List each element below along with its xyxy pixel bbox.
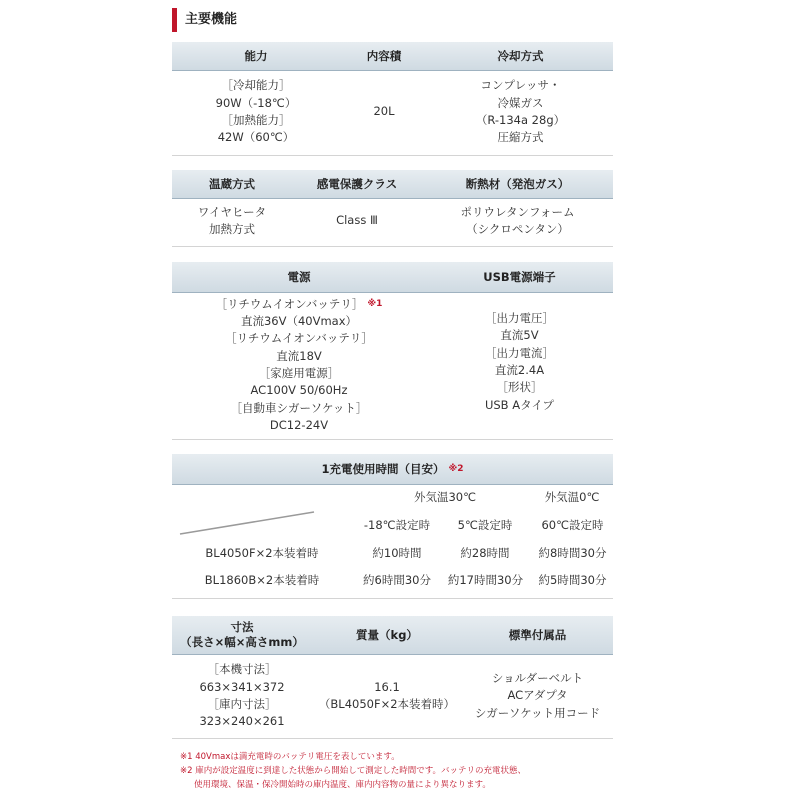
header-capacity: 能力: [244, 48, 268, 63]
row1-value: 約10時間: [372, 546, 422, 560]
ambient-30-label: 外気温30℃: [413, 490, 477, 504]
table1-header: [172, 42, 613, 71]
insulation-line: （シクロペンタン）: [466, 222, 569, 236]
table3-bottom-border: [172, 439, 613, 440]
accessories-cell: [462, 660, 613, 732]
cooling-line: 冷媒ガス: [497, 95, 544, 110]
diagonal-divider: [178, 510, 318, 536]
footnote-1: ※1 40Vmaxは満充電時のバッテリ電圧を表しています。: [180, 752, 400, 762]
header-insulation: 断熱材（発泡ガス）: [465, 176, 570, 191]
runtime-header-label: 1充電使用時間（目安）: [321, 461, 445, 476]
power-cell: [172, 296, 426, 434]
power-line: ［リチウムイオンバッテリ］: [225, 331, 373, 346]
usb-line: ［形状］: [496, 380, 543, 395]
power-first-line: ［リチウムイオンバッテリ］: [215, 296, 364, 311]
power-line: DC12-24V: [269, 417, 329, 432]
power-line: ［家庭用電源］: [258, 366, 340, 380]
footnote-marker-2: ※2: [448, 463, 464, 474]
row1-value: 約28時間: [460, 546, 510, 560]
cooling-line: 圧縮方式: [497, 130, 544, 145]
row2-value: 約6時間30分: [363, 573, 431, 587]
usb-line: ［出力電流］: [485, 345, 554, 360]
table5-header: [172, 616, 613, 655]
capacity-cell: [172, 74, 340, 150]
row1-label: BL4050F×2本装着時: [205, 546, 319, 560]
header-volume: 内容積: [366, 48, 402, 63]
footnote-2: ※2 庫内が設定温度に到達した状態から開始して測定した時間です。バッテリの充電状態、: [180, 766, 527, 776]
table3-header: [172, 262, 613, 293]
mass-line: （BL4050F×2本装着時）: [318, 697, 456, 711]
setting-5: 5℃設定時: [457, 518, 513, 532]
power-line: 直流18V: [276, 348, 322, 363]
header-heating-method: 温蔵方式: [209, 176, 255, 191]
header-usb-port: USB電源端子: [483, 269, 556, 284]
volume-cell: [340, 74, 428, 150]
dimensions-header-line2: （長さ×幅×高さmm）: [180, 635, 304, 649]
heating-line: 加熱方式: [209, 222, 255, 236]
volume-value: 20L: [373, 104, 395, 119]
page-title: 主要機能: [172, 8, 237, 32]
protection-value: Class Ⅲ: [336, 213, 378, 228]
footnote-2-cont: 使用環境、保温・保冷開始時の庫内温度、庫内内容物の量により異なります。: [194, 780, 491, 790]
capacity-line: 90W（-18℃）: [215, 95, 297, 110]
heating-line: ワイヤヒータ: [197, 204, 267, 219]
dimensions-cell: [172, 660, 312, 732]
cooling-cell: [428, 74, 613, 150]
mass-line: 16.1: [374, 679, 400, 694]
heating-cell: [172, 202, 292, 240]
table1-bottom-border: [172, 155, 613, 156]
power-line: AC100V 50/60Hz: [250, 383, 348, 398]
capacity-line: 42W（60℃）: [217, 130, 295, 145]
power-line: [216, 296, 383, 313]
row2-value: 約17時間30分: [447, 573, 524, 587]
setting-minus18: -18℃設定時: [363, 518, 431, 532]
cooling-line: （R-134a 28g）: [475, 113, 566, 127]
dimensions-line: 663×341×372: [199, 679, 285, 694]
usb-line: 直流5V: [500, 328, 539, 343]
setting-60: 60℃設定時: [541, 518, 604, 532]
header-accessories: 標準付属品: [508, 627, 567, 642]
header-mass: 質量（kg）: [356, 627, 418, 642]
cooling-line: コンプレッサ・: [480, 78, 561, 93]
insulation-cell: [422, 202, 613, 240]
dimensions-line: ［庫内寸法］: [207, 697, 277, 711]
row2-value: 約5時間30分: [538, 573, 607, 587]
capacity-line: ［冷却能力］: [221, 78, 291, 93]
accessory-line: ショルダーベルト: [491, 671, 584, 686]
table2-bottom-border: [172, 246, 613, 247]
header-protection-class: 感電保護クラス: [316, 176, 398, 191]
row1-value: 約8時間30分: [538, 546, 607, 560]
capacity-line: ［加熱能力］: [221, 113, 291, 127]
insulation-line: ポリウレタンフォーム: [460, 204, 575, 219]
header-runtime: [172, 454, 613, 484]
table4-bottom-border: [172, 598, 613, 599]
row2-label: BL1860B×2本装着時: [204, 573, 320, 587]
power-line: 直流36V（40Vmax）: [240, 314, 358, 329]
ambient-0-label: 外気温0℃: [544, 490, 600, 504]
accessory-line: シガーソケット用コード: [474, 705, 601, 720]
mass-cell: [312, 660, 462, 732]
power-line: ［自動車シガーソケット］: [230, 400, 368, 415]
header-power-source: 電源: [287, 269, 311, 284]
usb-line: ［出力電圧］: [485, 311, 554, 326]
accessory-line: ACアダプタ: [507, 688, 568, 703]
usb-line: 直流2.4A: [494, 363, 545, 377]
protection-cell: [292, 202, 422, 240]
usb-cell: [426, 310, 613, 414]
header-dimensions: [172, 616, 312, 654]
table4-header: [172, 454, 613, 485]
footnote-marker-1: ※1: [367, 298, 383, 309]
table5-bottom-border: [172, 738, 613, 739]
dimensions-header-line1: 寸法: [230, 620, 254, 634]
dimensions-line: 323×240×261: [199, 714, 285, 729]
table2-header: [172, 170, 613, 199]
dimensions-line: ［本機寸法］: [207, 662, 277, 677]
header-cooling-method: 冷却方式: [497, 48, 544, 63]
usb-line: USB Aタイプ: [484, 397, 555, 412]
